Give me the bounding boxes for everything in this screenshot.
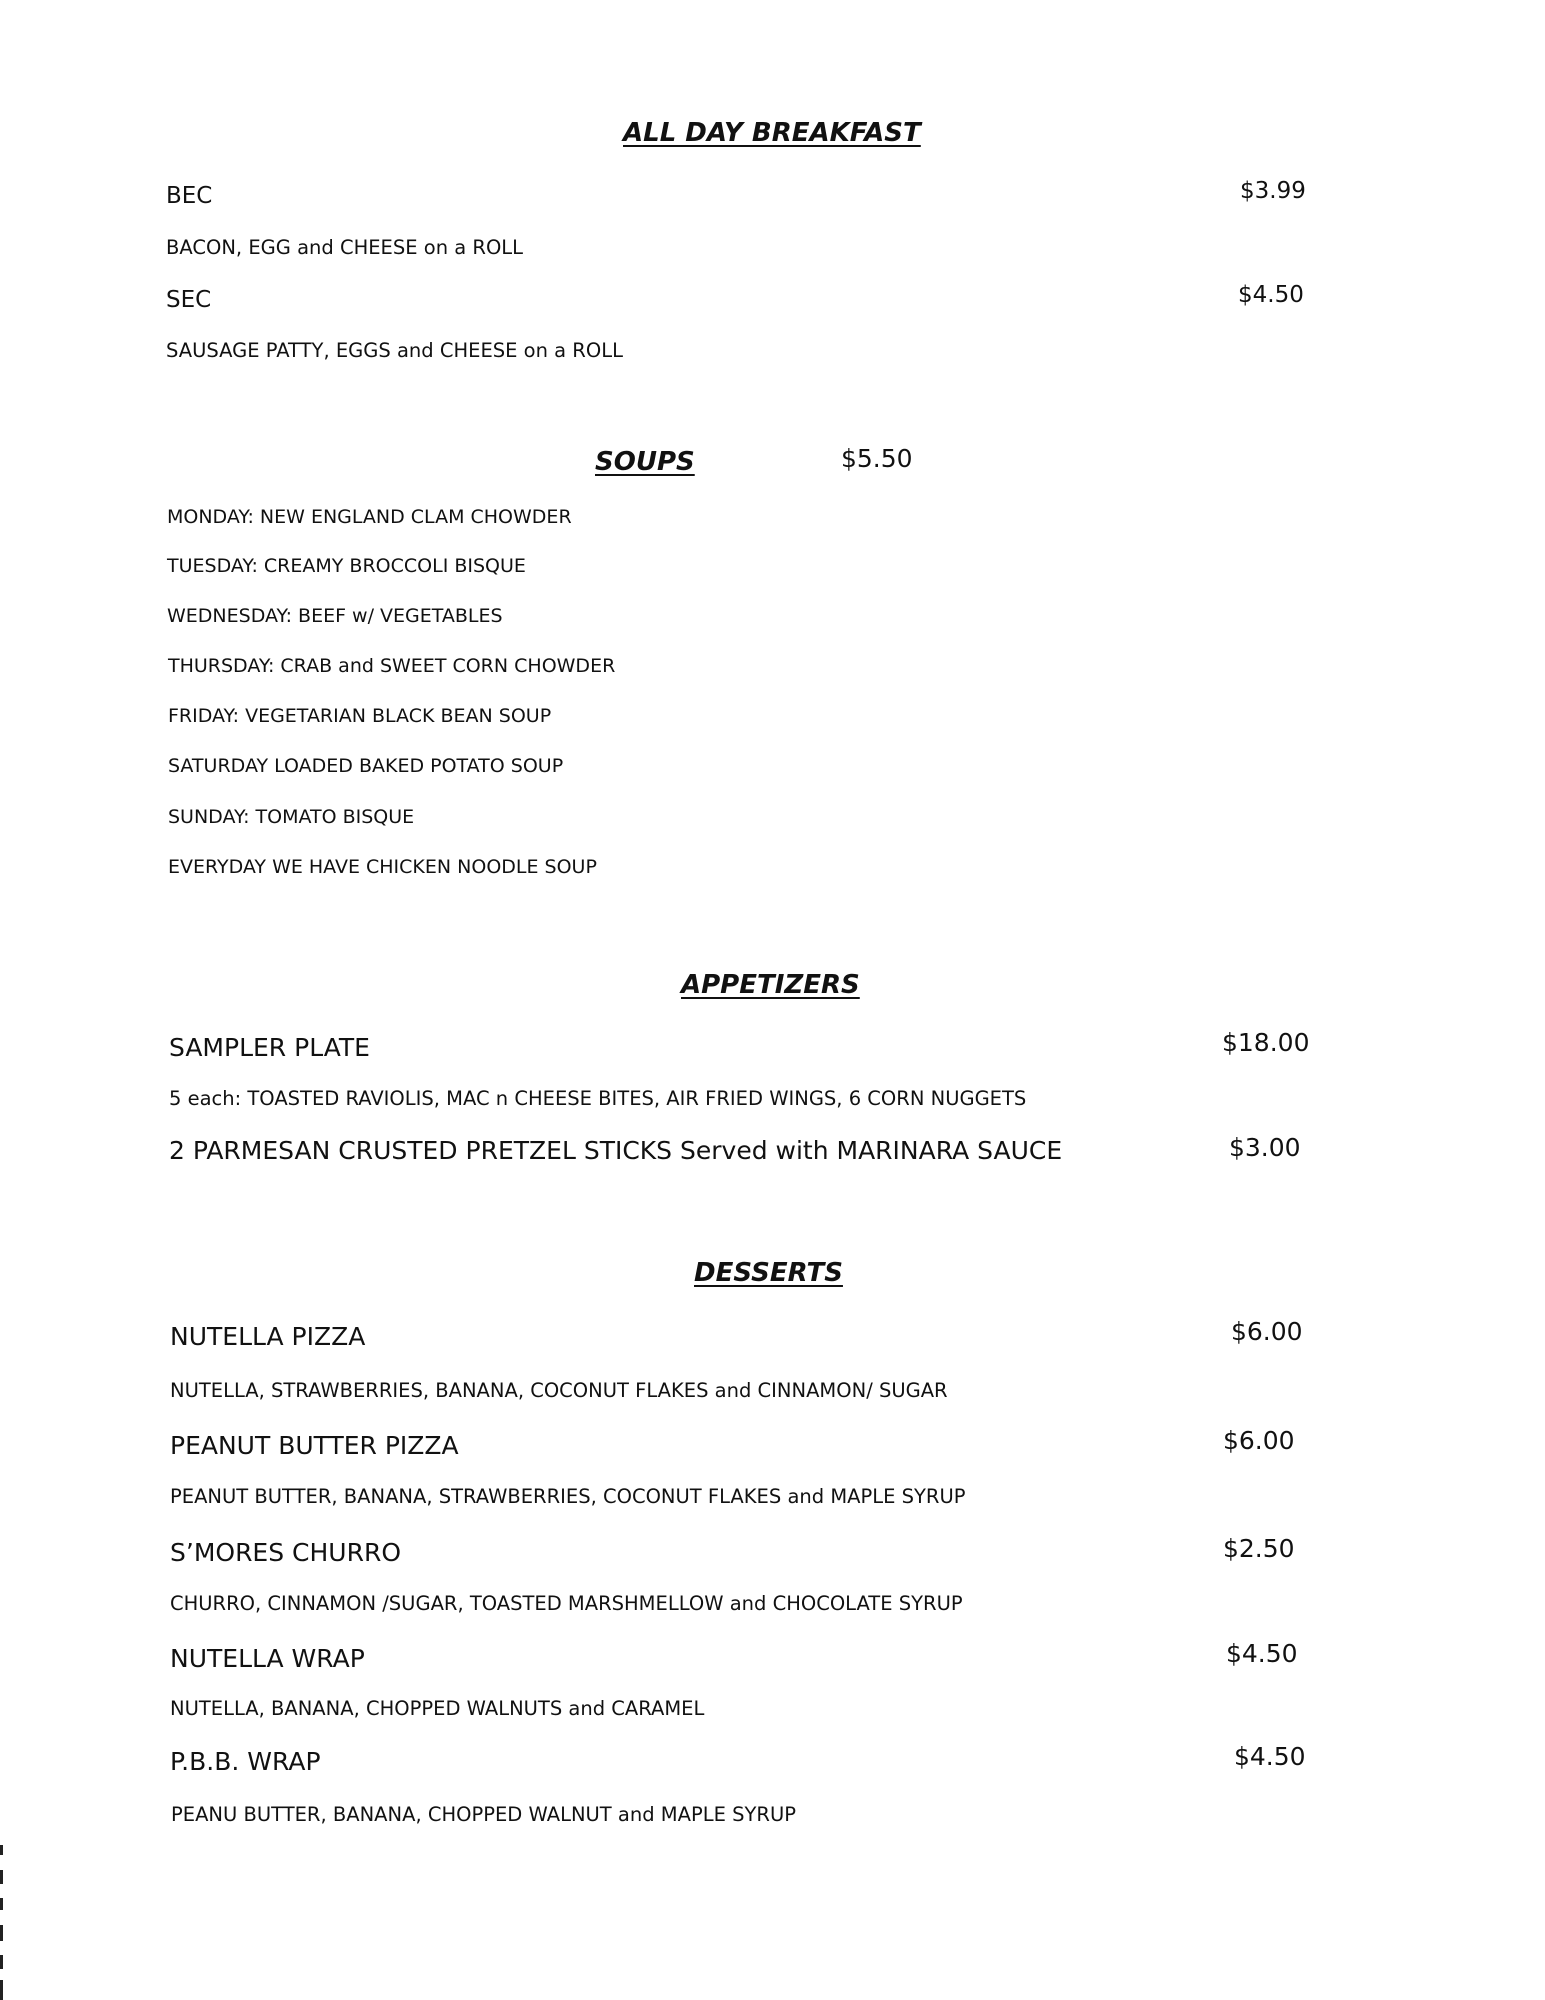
soups-heading: SOUPS <box>595 447 695 477</box>
menu-item-name: PEANUT BUTTER PIZZA <box>170 1431 459 1460</box>
menu-item-description: PEANU BUTTER, BANANA, CHOPPED WALNUT and MAPLE SYRUP <box>171 1803 796 1826</box>
scan-edge-mark <box>0 1925 3 1941</box>
menu-item-price: $6.00 <box>1231 1317 1303 1346</box>
menu-item-name: SAMPLER PLATE <box>169 1033 370 1062</box>
menu-item-description: SAUSAGE PATTY, EGGS and CHEESE on a ROLL <box>166 339 623 362</box>
soup-day-item: THURSDAY: CRAB and SWEET CORN CHOWDER <box>168 655 616 677</box>
scan-edge-mark <box>0 1870 3 1884</box>
soup-day-item: SATURDAY LOADED BAKED POTATO SOUP <box>168 755 564 777</box>
scan-edge-mark <box>0 1845 3 1855</box>
menu-item-price: $3.99 <box>1240 178 1306 204</box>
menu-item-description: PEANUT BUTTER, BANANA, STRAWBERRIES, COCONUT FLAKES and MAPLE SYRUP <box>170 1485 966 1508</box>
menu-item-price: $2.50 <box>1223 1534 1295 1563</box>
soup-day-item: FRIDAY: VEGETARIAN BLACK BEAN SOUP <box>168 705 552 727</box>
scan-edge-mark <box>0 1980 3 2000</box>
menu-item-price: $3.00 <box>1229 1133 1301 1162</box>
soup-day-item: MONDAY: NEW ENGLAND CLAM CHOWDER <box>167 506 572 528</box>
menu-item-name: BEC <box>166 183 213 209</box>
soup-day-item: WEDNESDAY: BEEF w/ VEGETABLES <box>167 605 503 627</box>
menu-item-price: $6.00 <box>1223 1426 1295 1455</box>
menu-item-description: BACON, EGG and CHEESE on a ROLL <box>166 236 524 259</box>
soup-day-item: SUNDAY: TOMATO BISQUE <box>168 806 415 828</box>
menu-item-description: NUTELLA, BANANA, CHOPPED WALNUTS and CARAMEL <box>170 1697 705 1720</box>
soups-price: $5.50 <box>841 444 913 473</box>
menu-item-price: $4.50 <box>1226 1639 1298 1668</box>
desserts-heading: DESSERTS <box>694 1258 843 1288</box>
menu-item-name: NUTELLA PIZZA <box>170 1322 366 1351</box>
scan-edge-mark <box>0 1898 3 1910</box>
scan-edge-mark <box>0 1955 3 1969</box>
menu-item-description: 5 each: TOASTED RAVIOLIS, MAC n CHEESE BITES, AIR FRIED WINGS, 6 CORN NUGGETS <box>169 1087 1027 1110</box>
menu-item-name: P.B.B. WRAP <box>170 1747 321 1776</box>
menu-item-name: SEC <box>166 287 212 313</box>
menu-item-price: $18.00 <box>1222 1028 1310 1057</box>
breakfast-heading: ALL DAY BREAKFAST <box>623 118 921 148</box>
menu-item-name: S’MORES CHURRO <box>170 1538 402 1567</box>
menu-item-price: $4.50 <box>1238 282 1304 308</box>
menu-item-description: CHURRO, CINNAMON /SUGAR, TOASTED MARSHMELLOW and CHOCOLATE SYRUP <box>170 1592 963 1615</box>
menu-item-name: NUTELLA WRAP <box>170 1644 365 1673</box>
appetizers-heading: APPETIZERS <box>681 970 860 1000</box>
soup-day-item: EVERYDAY WE HAVE CHICKEN NOODLE SOUP <box>168 856 597 878</box>
soup-day-item: TUESDAY: CREAMY BROCCOLI BISQUE <box>167 555 526 577</box>
menu-item-name: 2 PARMESAN CRUSTED PRETZEL STICKS Served with MARINARA SAUCE <box>169 1136 1063 1165</box>
menu-item-description: NUTELLA, STRAWBERRIES, BANANA, COCONUT FLAKES and CINNAMON/ SUGAR <box>170 1379 948 1402</box>
menu-item-price: $4.50 <box>1234 1742 1306 1771</box>
